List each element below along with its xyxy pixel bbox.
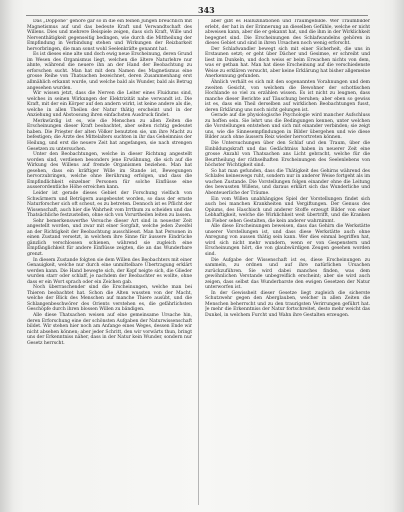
paragraph: Die Aufgabe der Wissenschaft ist es, diese Erscheinungen zu sammeln, zu ordnen und auf ihre natürlichen Ursachen zurückzuführen. Sie wird dabei manches finden, was dem gewöhnlichen Verstande unbegreiflich erscheint; aber sie wird auch zeigen, dass selbst das Wunderbarste den ewigen Gesetzen der Natur unterworfen ist. <box>205 257 370 291</box>
paragraph: Noch überraschender sind die Erscheinungen, welche man bei Thieren beobachtet hat. Schon die Alten wussten von der Macht, welche der Blick des Menschen auf manche Thiere ausübt, und die Schlangenbeschwörer des Orients verstehen es, die gefährlichsten Geschöpfe durch ihren blossen Willen zu bändigen. <box>27 285 192 313</box>
header-rule <box>26 15 368 16</box>
paragraph: Es ist dieses eine alte und doch ewig neue Erscheinung, deren Grund im Wesen des Organismus liegt, welchen die ältere Naturlehre nur ahnte, während die neuere ihn an der Hand der Beobachtung zu erforschen sucht. Man hat mit dem Namen des Magnetismus eine grosse Reihe von Thatsachen bezeichnet, deren Zusammenhang erst allmählich erkannt wurde, und welche bald als Wunder, bald als Betrug angesehen wurden. <box>27 52 192 91</box>
paragraph: Die Untersuchungen über den Schlaf und den Traum, über die Einbildungskraft und das Gedächtniss haben in neuerer Zeit eine grosse Anzahl von Thatsachen ans Licht gebracht, welche für die Beurtheilung der räthselhaften Erscheinungen des Seelenlebens von höchster Wichtigkeit sind. <box>205 141 370 169</box>
paragraph: aber gibt es Halluzinationen und Traumgebilde. Wer Traumbilder erlebt, der hat in der Erinnerung an dieselben Gefühle, welche er nicht abweisen kann, aber die er gekannt hat, und die ihm in der Wirklichkeit begegnet sind. Die Erscheinungen des Schlafwandelns gehören in dieses Gebiet und sind in ihren Ursachen noch wenig erforscht. <box>205 19 370 47</box>
right-column <box>205 19 370 505</box>
paragraph: Ähnlich verhält es sich mit den sogenannten Vorahnungen und dem zweiten Gesicht, von welchem die Bewohner der schottischen Hochlande so viel zu erzählen wissen. Es ist nicht zu leugnen, dass manche dieser Berichte auf Täuschung beruhen; aber eben so gewiss ist es, dass ein Theil derselben auf wirklichen Beobachtungen fusst, deren Erklärung uns noch nicht gelungen ist. <box>205 80 370 113</box>
paragraph: Wir wissen jetzt, dass die Nerven die Leiter eines Fluidums sind, welches in seinen Wirkungen der Elektrizität nahe verwandt ist. Die Kraft, mit der ein Körper auf den andern wirkt, ist keine andere als die, welche in allen Theilen der Natur thätig erscheint und in der Anziehung und Abstossung ihren einfachsten Ausdruck findet. <box>27 91 192 119</box>
paragraph: In diesem Zustande folgten sie dem Willen des Beobachters mit einer Genauigkeit, welche nur durch eine unmittelbare Übertragung erklärt werden kann. Die Hand bewegte sich, der Kopf neigte sich, die Glieder wurden starr oder schlaff, je nachdem der Beobachter es wollte, ohne dass er ein Wort sprach oder ein Zeichen gab. <box>27 257 192 285</box>
paragraph: Alle diese Erscheinungen beweisen, dass das Gehirn die Werkstätte unserer Vorstellungen ist, und dass diese Werkstätte auch ohne Anregung von aussen thätig sein kann. Wer dies einmal begriffen hat, wird sich nicht mehr wundern, wenn er von Gespenstern und Erscheinungen hört, die von glaubwürdigen Zeugen gesehen worden sind. <box>205 224 370 257</box>
page-edge-shadow <box>392 0 404 512</box>
paragraph: Merkwürdig ist es, wie die Menschen zu allen Zeiten die Erscheinungen dieser Kraft beobachtet, aber selten richtig gedeutet haben. Die Priester der alten Völker benutzten sie, um ihre Macht zu befestigen; die Ärzte des Mittelalters suchten in ihr das Geheimniss der Heilung, und erst die neuere Zeit hat angefangen, sie nach strengen Gesetzen zu untersuchen. <box>27 118 192 152</box>
paragraph: Leider ist gerade dieses Gebiet der Forschung vielfach von Schwärmern und Betrügern ausgebeutet worden, so dass der ernste Naturforscher sich oft scheut, es zu betreten. Dennoch ist es Pflicht der Wissenschaft, auch hier die Wahrheit vom Irrthum zu scheiden und das Thatsächliche festzustellen, ohne sich von Vorurtheilen leiten zu lassen. <box>27 190 192 219</box>
paragraph: Sehr bemerkenswerthe Versuche dieser Art sind in neuester Zeit angestellt worden, und zwar mit einer Sorgfalt, welche jeden Zweifel an der Richtigkeit der Beobachtung ausschliesst. Man hat Personen in einen Zustand versetzt, in welchem ihre Sinne für äussere Eindrücke gänzlich verschlossen schienen, während sie zugleich eine Empfänglichkeit für andere Einflüsse zeigten, die an das Wunderbare grenzt. <box>27 218 192 257</box>
page-number: 343 <box>198 5 215 15</box>
left-column <box>27 19 192 505</box>
paragraph: Ein vom Willen unabhängiges Spiel der Vorstellungen findet sich auch bei manchen Krankheiten und Vergiftungen. Der Genuss des Opiums, des Haschisch und anderer Stoffe erzeugt Bilder von einer Lebhaftigkeit, welche die Wirklichkeit weit übertrifft, und die Kranken im Fieber sehen Gestalten, die kein anderer wahrnimmt. <box>205 196 370 224</box>
book-spine-shadow <box>0 0 14 512</box>
column-divider <box>198 19 199 505</box>
paragraph: Das „Doppone“ gehöre gar so in die ein feinen Jungen breuchlich mit Magnetismus auf und das bedeute Kraft und Verwandtschaft des Willens. Dies und mehrere Beispiele zeigen, dass sich Kraft, Wille und Nerventhätigkeit gegenseitig bedingen, wie durch die Mittheilung der Empfindung in Verbindung stehen und Wirkungen der Reizbarkeit hervorbringen, die man sonst wohl Seelenkräfte genannt hat. <box>27 19 192 52</box>
paragraph: So hat man gefunden, dass die Thätigkeit des Gehirns während des Schlafes keineswegs ruht, sondern nur in anderer Weise fortgeht als im wachen Zustande. Die Vorstellungen folgen einander ohne die Leitung des bewussten Willens, und daraus erklärt sich das Wunderliche und Abenteuerliche der Träume. <box>205 168 370 196</box>
paragraph: Unter den Beobachtungen, welche in dieser Richtung angestellt worden sind, verdienen besonders jene Erwähnung, die sich auf die Wirkung des Willens auf fremde Organismen beziehen. Man hat gesehen, dass ein kräftiger Wille im Stande ist, Bewegungen hervorzubringen, welche ohne Berührung erfolgen, und dass die Empfindlichkeit einzelner Personen für solche Einflüsse eine ausserordentliche Höhe erreichen kann. <box>27 152 192 191</box>
paragraph: Gerade auf die physiologische Psychologie wird mancher Aufschluss zu hoffen sein. Sie lehrt uns die Bedingungen kennen, unter welchen die Vorstellungen entstehen und sich mit einander verbinden; sie zeigt uns, wie die Sinnesempfindungen in Bilder übergehen und wie diese Bilder auch ohne äussern Reiz wieder hervortreten können. <box>205 113 370 141</box>
paragraph: In der Gewissheit dieser Gesetze liegt zugleich die sicherste Schutzwehr gegen den Aberglauben, welcher in allen Zeiten die Menschen beherrscht und zu den traurigsten Verirrungen geführt hat. Je mehr die Erkenntniss der Natur fortschreitet, desto mehr weicht das Dunkel, in welchem Furcht und Wahn ihre Gestalten erzeugen. <box>205 290 370 318</box>
paragraph: Der Schlafwandler bewegt sich mit einer Sicherheit, die uns in Erstaunen setzt; er geht über Dächer und Gesimse, er schreibt und liest im Dunkeln, und doch weiss er beim Erwachen nichts von dem, was er gethan hat. Man hat diese Erscheinung auf die verschiedenste Weise zu erklären versucht, aber keine Erklärung hat bisher allgemeine Anerkennung gefunden. <box>205 46 370 80</box>
paragraph: Alle diese Thatsachen weisen auf eine gemeinsame Ursache hin, deren Erforschung eine der schönsten Aufgaben der Naturwissenschaft bildet. Wir stehen hier noch am Anfange eines Weges, dessen Ende wir nicht absehen können; aber jeder Schritt, den wir vorwärts thun, bringt uns der Erkenntniss näher, dass in der Natur kein Wunder, sondern nur Gesetz herrscht. <box>27 312 192 346</box>
